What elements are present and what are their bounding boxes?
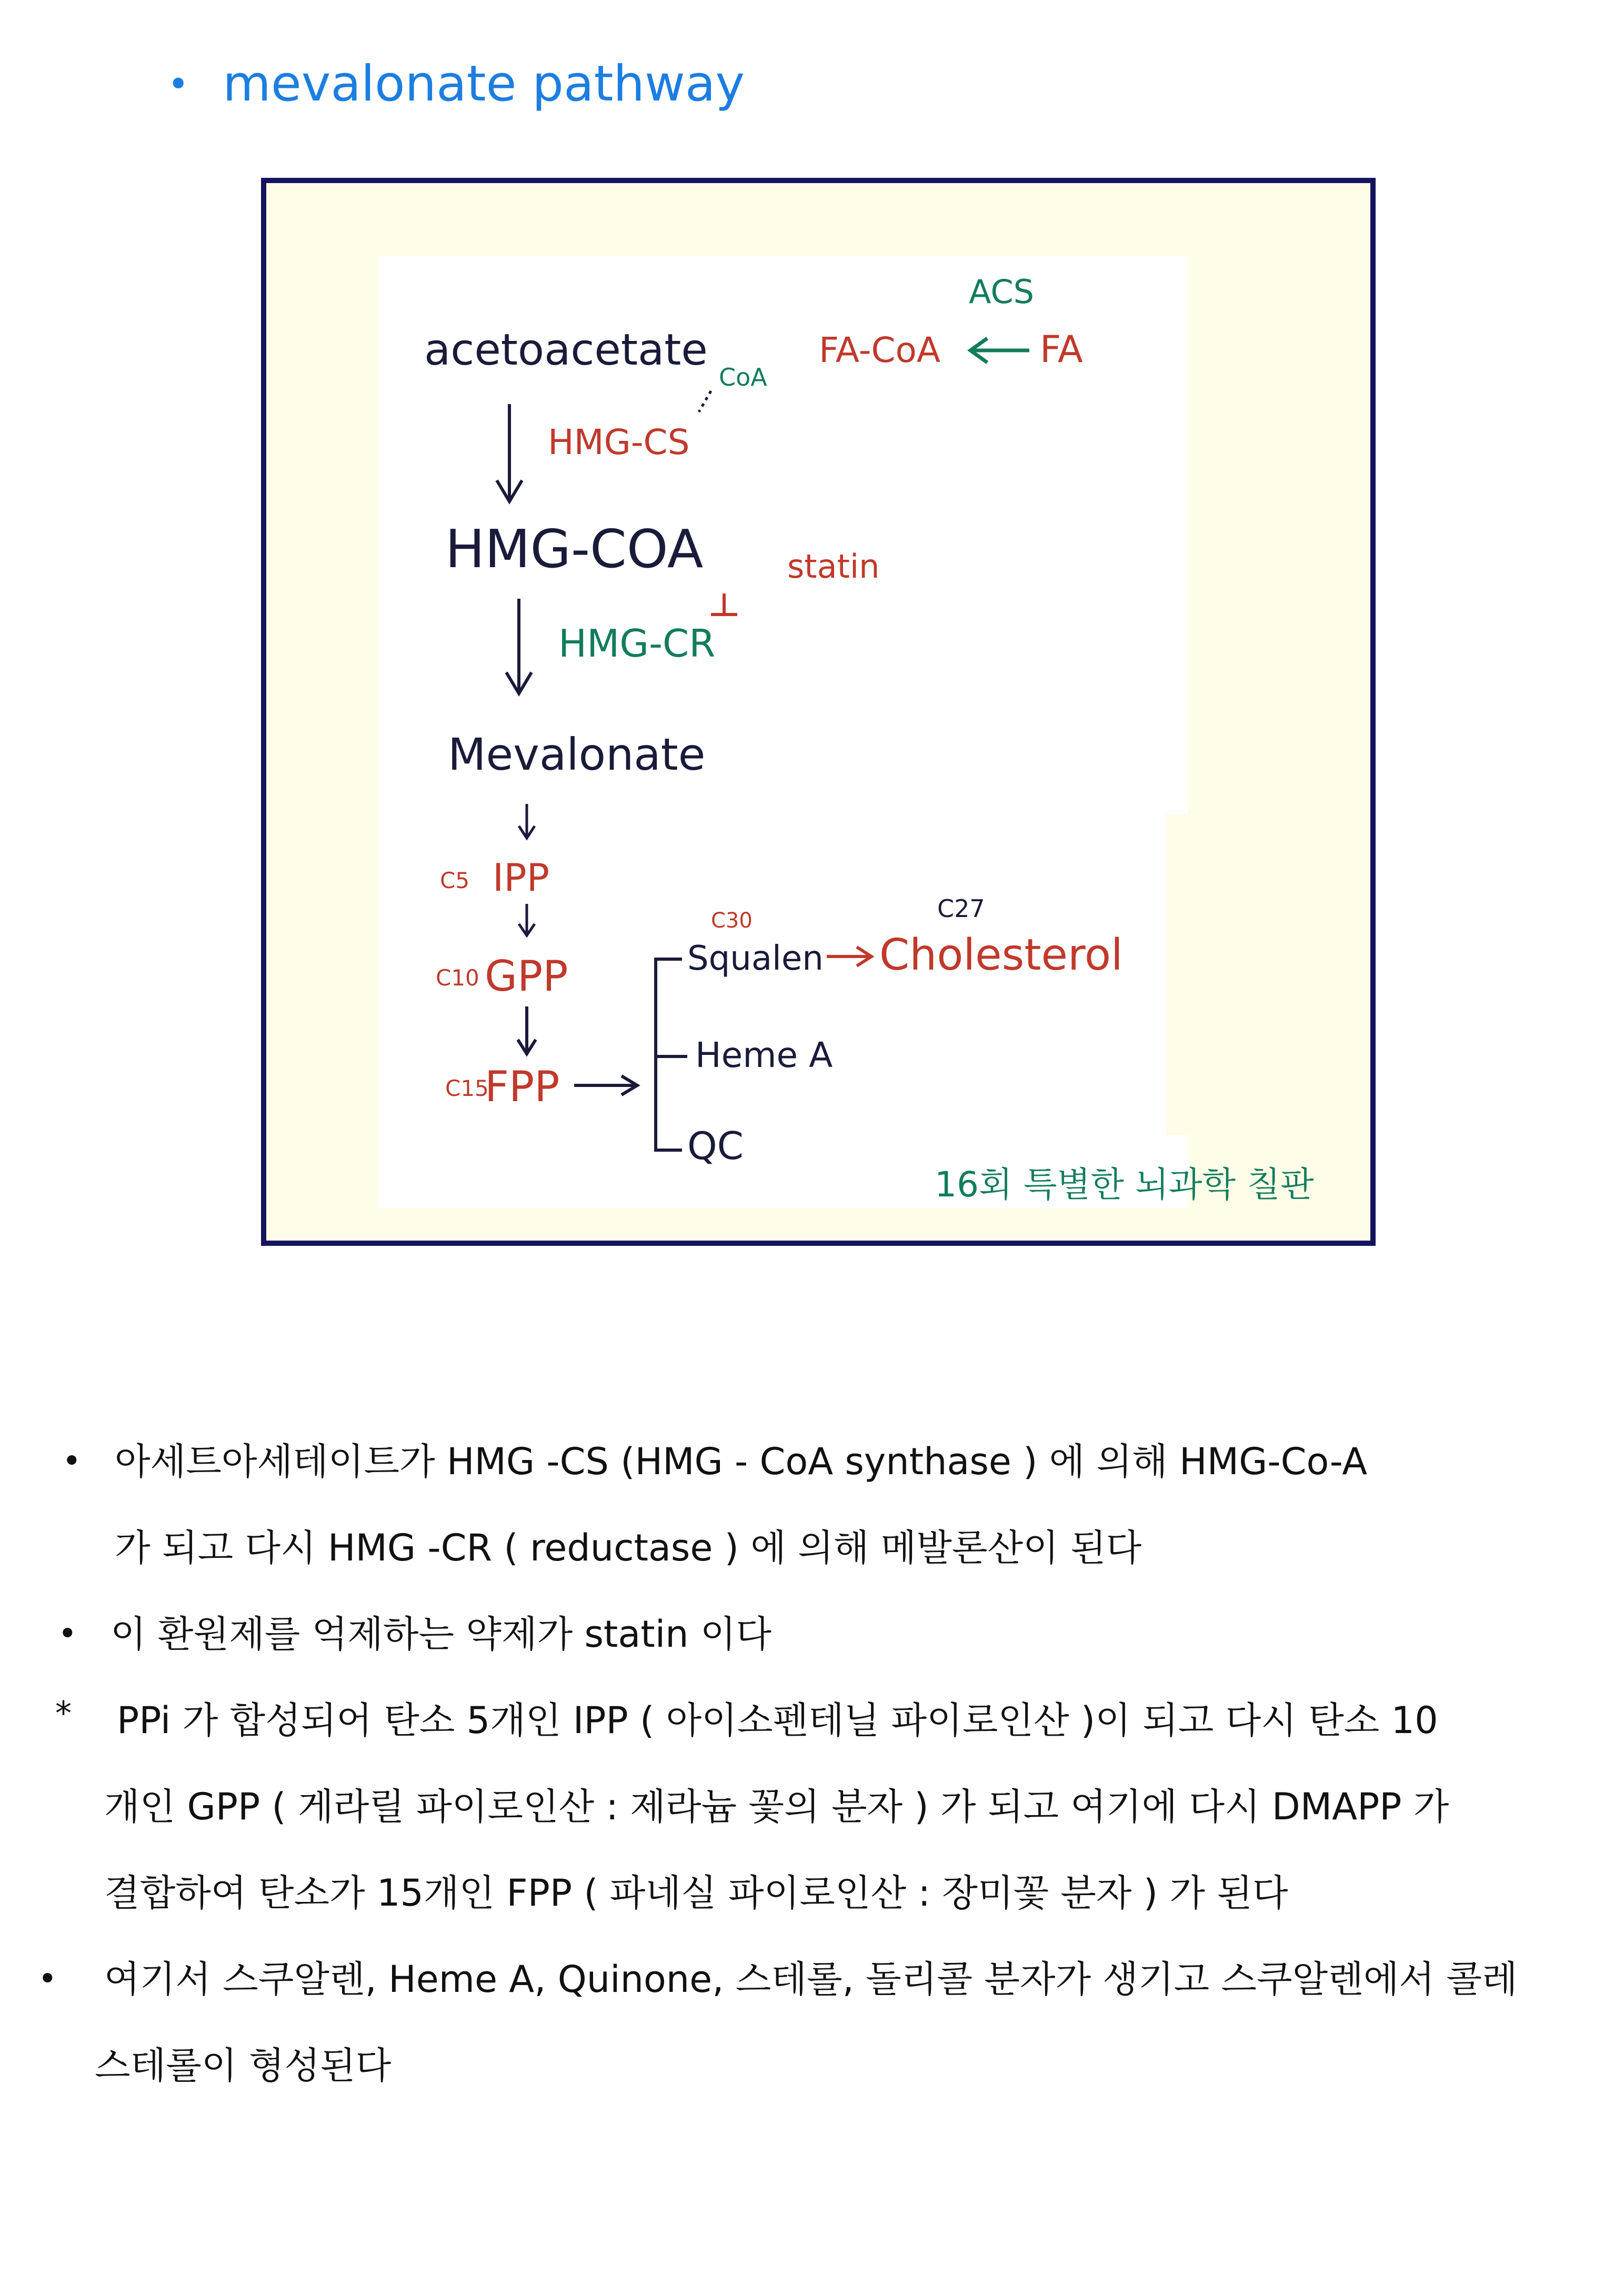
label-coa: CoA: [719, 363, 767, 391]
node-gpp: GPP: [485, 952, 568, 1001]
heading-title: mevalonate pathway: [223, 55, 745, 113]
node-heme-a: Heme A: [695, 1035, 833, 1075]
node-hmg-coa: HMG-COA: [445, 518, 704, 580]
whiteboard-image: [261, 178, 1376, 1246]
pathway-diagram: [266, 183, 1370, 1241]
board-caption: 16회 특별한 뇌과학 칠판: [935, 1164, 1314, 1205]
label-c10: C10: [436, 965, 479, 991]
paragraph-1-bullet: •: [62, 1442, 82, 1480]
branch-bracket: [656, 959, 682, 1150]
paragraph-2-bullet: •: [58, 1614, 77, 1653]
paragraph-4-line-2: 스테롤이 형성된다: [95, 2044, 392, 2087]
paragraph-3-line-2: 개인 GPP ( 게라릴 파이로인산 : 제라늄 꽃의 분자 ) 가 되고 여기에 다시 DMAPP 가: [104, 1785, 1449, 1828]
node-fpp: FPP: [485, 1062, 560, 1111]
node-fa: FA: [1040, 328, 1083, 371]
paragraph-3-line-3: 결합하여 탄소가 15개인 FPP ( 파네실 파이로인산 : 장미꽃 분자 ) 가 된다: [104, 1871, 1288, 1915]
enzyme-acs: ACS: [969, 273, 1034, 311]
node-cholesterol: Cholesterol: [879, 930, 1123, 980]
node-acetoacetate: acetoacetate: [424, 325, 708, 375]
label-c5: C5: [440, 868, 470, 893]
paragraph-4-line-1: 여기서 스쿠알렌, Heme A, Quinone, 스테롤, 돌리콜 분자가 생기고 스쿠알렌에서 콜레: [104, 1958, 1518, 2001]
label-c15: C15: [445, 1075, 489, 1101]
label-c27: C27: [937, 894, 985, 923]
enzyme-hmg-cs: HMG-CS: [548, 422, 690, 462]
node-mevalonate: Mevalonate: [448, 729, 706, 780]
heading-bullet: •: [167, 62, 189, 106]
inhibitor-statin: statin: [787, 547, 880, 586]
enzyme-hmg-cr: HMG-CR: [558, 621, 716, 666]
label-c30: C30: [711, 909, 753, 933]
node-fa-coa: FA-CoA: [819, 330, 941, 370]
paragraph-1-line-2: 가 되고 다시 HMG -CR ( reductase ) 에 의해 메발론산이 된다: [115, 1526, 1142, 1569]
section-heading: [167, 55, 745, 113]
paragraph-3-line-1: PPi 가 합성되어 탄소 5개인 IPP ( 아이소펜테닐 파이로인산 )이 되고 다시 탄소 10: [117, 1699, 1438, 1742]
node-squalene: Squalen: [687, 939, 824, 978]
paragraph-4-bullet: •: [38, 1959, 57, 1998]
paragraph-3-asterisk: *: [55, 1694, 72, 1733]
paragraph-2-line-1: 이 환원제를 억제하는 약제가 statin 이다: [111, 1613, 772, 1656]
node-qc: QC: [687, 1124, 744, 1168]
node-ipp: IPP: [493, 855, 550, 900]
paragraph-1-line-1: 아세트아세테이트가 HMG -CS (HMG - CoA synthase ) 에 의해 HMG-Co-A: [115, 1440, 1368, 1483]
